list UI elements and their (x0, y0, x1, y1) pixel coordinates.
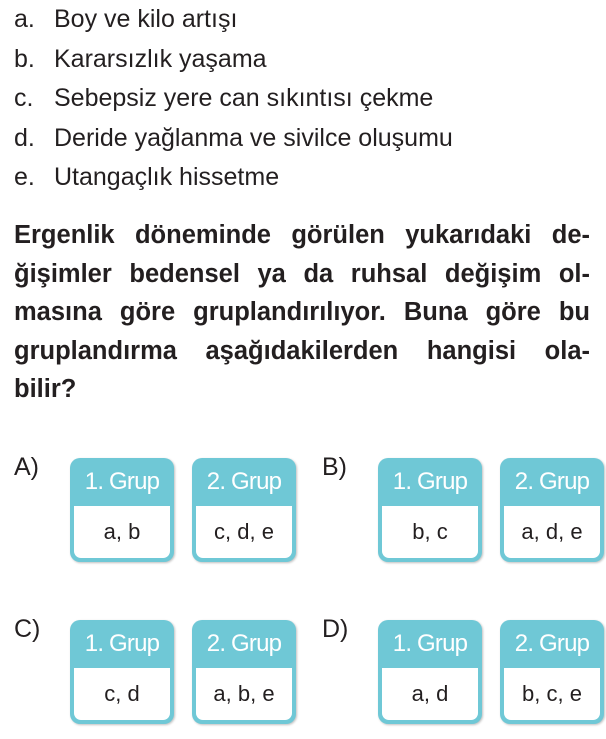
group-2-card (192, 620, 296, 724)
question-line: Ergenlik döneminde görülen yukarıdaki de- (14, 221, 590, 249)
statement-item-d (14, 119, 453, 159)
group-title: 1. Grup (84, 630, 160, 657)
group-1-card (70, 458, 174, 562)
option-b[interactable] (322, 453, 606, 564)
group-title: 2. Grup (206, 468, 282, 495)
question-line: ğişimler bedensel ya da ruhsal değişim ol- (14, 259, 590, 288)
option-d[interactable] (322, 615, 606, 726)
group-members: a, d (382, 668, 478, 720)
group-title: 2. Grup (514, 630, 590, 657)
statement-letter: e. (14, 163, 35, 191)
group-1-card (378, 458, 482, 562)
statement-item-b (14, 40, 453, 80)
group-members: a, b, e (196, 668, 292, 720)
question-line: masına göre gruplandırılıyor. Buna göre bu (14, 298, 590, 326)
statement-letter: a. (14, 5, 35, 33)
group-members: b, c (382, 506, 478, 558)
option-letter: C) (14, 615, 41, 643)
group-title: 1. Grup (392, 630, 468, 657)
group-1-card (378, 620, 482, 724)
statement-letter: b. (14, 44, 35, 73)
option-letter: B) (322, 453, 347, 481)
statement-item-a (14, 0, 453, 40)
group-1-card (70, 620, 174, 724)
question-text (14, 216, 590, 409)
statement-text: Utangaçlık hissetme (54, 163, 280, 191)
statement-text: Sebepsiz yere can sıkıntısı çekme (54, 84, 434, 112)
option-letter: A) (14, 453, 39, 481)
statement-letter: c. (14, 84, 34, 112)
group-2-card (192, 458, 296, 562)
question-line: bilir? (14, 375, 77, 403)
group-2-card (500, 458, 604, 562)
statement-text: Kararsızlık yaşama (54, 44, 267, 73)
group-members: c, d (74, 668, 170, 720)
group-members: c, d, e (196, 506, 292, 558)
statement-text: Deride yağlanma ve sivilce oluşumu (54, 123, 453, 152)
statement-list (14, 0, 453, 198)
group-members: b, c, e (504, 668, 600, 720)
option-a[interactable] (14, 453, 304, 564)
group-title: 2. Grup (514, 468, 590, 495)
group-members: a, d, e (504, 506, 600, 558)
statement-text: Boy ve kilo artışı (54, 5, 238, 33)
statement-letter: d. (14, 123, 35, 152)
option-c[interactable] (14, 615, 304, 726)
group-members: a, b (74, 506, 170, 558)
group-2-card (500, 620, 604, 724)
group-title: 1. Grup (392, 468, 468, 495)
statement-item-e (14, 158, 453, 198)
group-title: 1. Grup (84, 468, 160, 495)
statement-item-c (14, 79, 453, 119)
group-title: 2. Grup (206, 630, 282, 657)
option-letter: D) (322, 615, 349, 643)
question-line: gruplandırma aşağıdakilerden hangisi ola- (14, 336, 590, 365)
